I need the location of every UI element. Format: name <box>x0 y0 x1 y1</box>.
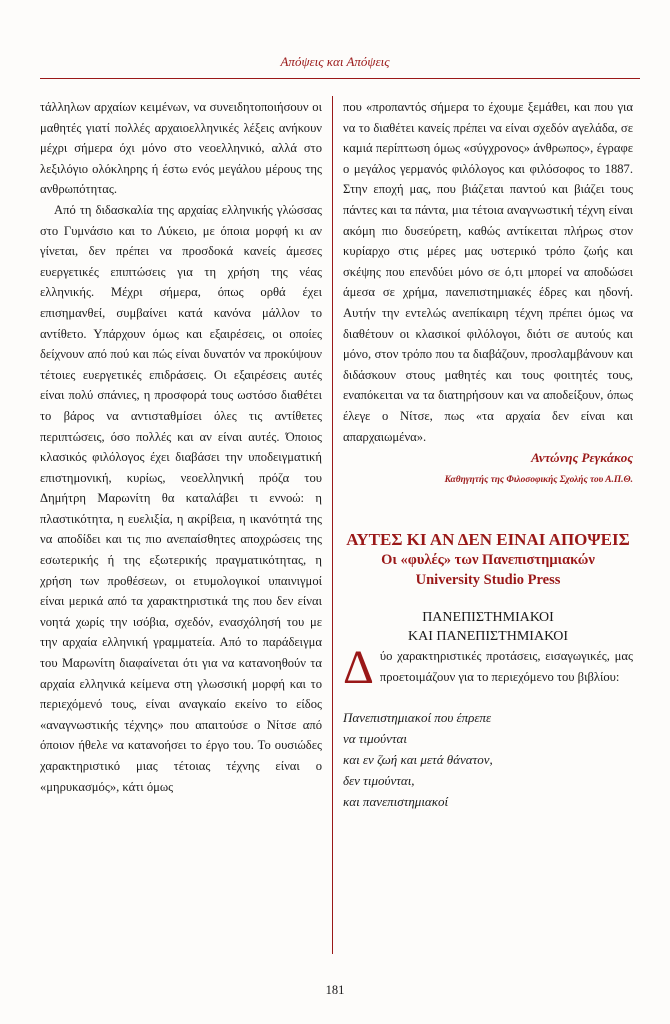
author-name: Αντώνης Ρεγκάκος <box>531 450 633 466</box>
poem-line: να τιμούνται <box>343 731 407 747</box>
poem-line: και πανεπιστημιακοί <box>343 794 449 810</box>
poem <box>343 707 633 812</box>
right-paragraph-1: που «προπαντός σήμερα το έχουμε ξεμάθει, και που για να το διαθέτει κανείς πρέπει να είναι σχεδόν αγελάδα, σε καμιά περίπτωση όμως «σύγχρονος» άνθρωπος», έγραφε ο μεγάλος γερμανός φιλόλογος και φιλόσοφος το 1887. Στην εποχή μας, που βιάζεται παντού και βιάζει τους πάντες και τα πάντα, μια τέτοια αναγνωστική τέχνη είναι ακόμη πιο δυσεύρετη, καθώς αντίκειται πλήρως στον κυρίαρχο στις μέρες μας υστερικό τρόπο ζωής και σκέψης που επενδύει μόνο σε ό,τι μπορεί να αποδώσει άμεσα σε χρήμα, πανεπιστημιακές έδρες και ηδονή. Αυτήν την εντελώς ανεπίκαιρη τέχνη πρέπει όμως να διαθέτουν οι κλασικοί φιλόλογοι, διότι σε αυτούς και μόνο, στον τρόπο που τα διαβάζουν, προσλαμβάνουν και διδάσκουν στους μαθητές και τους φοιτητές τους, εναπόκειται να τα διατηρήσουν και να αποδείξουν, όπως έλεγε ο Νίτσε, πως «τα αρχαία δεν είναι και απαρχαιωμένα». <box>343 100 633 444</box>
sub-heading-line-1: ΠΑΝΕΠΙΣΤΗΜΙΑΚΟΙ <box>422 610 554 626</box>
running-head: Απόψεις και Απόψεις <box>280 54 390 69</box>
section-title: ΑΥΤΕΣ ΚΙ ΑΝ ΔΕΝ ΕΙΝΑΙ ΑΠΟΨΕΙΣ <box>346 530 630 550</box>
header-rule <box>40 78 640 79</box>
sub-heading-line-2: ΚΑΙ ΠΑΝΕΠΙΣΤΗΜΙΑΚΟΙ <box>408 629 568 645</box>
poem-line: Πανεπιστημιακοί που έπρεπε <box>343 710 492 726</box>
sub-heading <box>343 608 633 646</box>
intro-paragraph <box>343 641 633 695</box>
right-column <box>343 97 633 812</box>
poem-line: δεν τιμούνται, <box>343 773 415 789</box>
section-subtitle: Οι «φυλές» των Πανεπιστημιακών <box>381 552 595 569</box>
left-paragraph-1: τάλληλων αρχαίων κειμένων, να συνειδητοποιήσουν οι μαθητές γιατί πολλές αρχαιοελληνικές λέξεις ανήκουν μέχρι σήμερα όχι μόνο στο νεοελληνικό, αλλά στο λεξιλόγιο ολόκληρης ή έστω ενός μεγάλου μέρους της ανθρωπότητας. <box>40 100 322 197</box>
drop-cap: Δ <box>343 641 374 695</box>
left-column <box>40 97 322 797</box>
author-title: Καθηγητής της Φιλοσοφικής Σχολής του Α.Π.Θ. <box>444 474 633 485</box>
section-publisher: University Studio Press <box>415 572 561 589</box>
left-paragraph-2: Από τη διδασκαλία της αρχαίας ελληνικής γλώσσας στο Γυμνάσιο και το Λύκειο, με όποια μορφή κι αν γίνεται, δεν πρέπει να προσδοκά κανείς άμεσες ευεργετικές επιπτώσεις για τη χρήση της νέας ελληνικής. Μέχρι σήμερα, όπως ορθά έχει επισημανθεί, συμβαίνει κατά κανόνα μάλλον το αντίθετο. Υπάρχουν όμως και εξαιρέσεις, οι οποίες δείχνουν από πού και πώς είναι δυνατόν να προκύψουν τέτοιες ευεργετικές επιδράσεις. Οι εξαιρέσεις αυτές είναι πολύ σπάνιες, η προσφορά τους ωστόσο διαθέτει το βάρος να αντισταθμίσει όλες τις αντίθετες περιπτώσεις, όσο πολλές και αν είναι αυτές. Όποιος κλασικός φιλόλογος έχει διαβάσει την υποδειγματική επιστημονική, κυρίως, νεοελληνική πρόζα του Δημήτρη Μαρωνίτη θα καταλάβει τι εννοώ: η πλαστικότητα, η ευελιξία, η ακρίβεια, η ικανότητά της να αποδίδει και τις πιο ανεπαίσθητες αποχρώσεις της εσωτερικής ή της εξωτερικής πραγματικότητας, η χρήση των προθέσεων, οι ετυμολογικοί υπαινιγμοί είναι μερικά από τα χαρακτηριστικά της που δεν είναι νοητά χωρίς την ισόβια, σχεδόν, ενασχόλησή του με την αρχαία ελληνική γραμματεία. Από το παράδειγμα του Μαρωνίτη διαφαίνεται ότι για να κατανοηθούν τα αρχαία ελληνικά κείμενα στη γλωσσική μορφή και το περιεχόμενό τους, είναι αναγκαίο εκείνο το είδος «αναγνωστικής τέχνης» που απαιτούσε ο Νίτσε από όποιον ήθελε να κατανοήσει το έργο του. Το ουσιώδες χαρακτηριστικό μιας τέτοιας τέχνης είναι ο «μηρυκασμός», κάτι όμως <box>40 202 322 794</box>
column-divider <box>332 96 333 954</box>
page-number: 181 <box>325 983 345 997</box>
poem-line: και εν ζωή και μετά θάνατον, <box>343 752 493 768</box>
intro-text: ύο χαρακτηριστικές προτάσεις, εισαγωγικές, μας προετοιμάζουν για το περιεχόμενο του βιβλίου: <box>379 649 633 684</box>
